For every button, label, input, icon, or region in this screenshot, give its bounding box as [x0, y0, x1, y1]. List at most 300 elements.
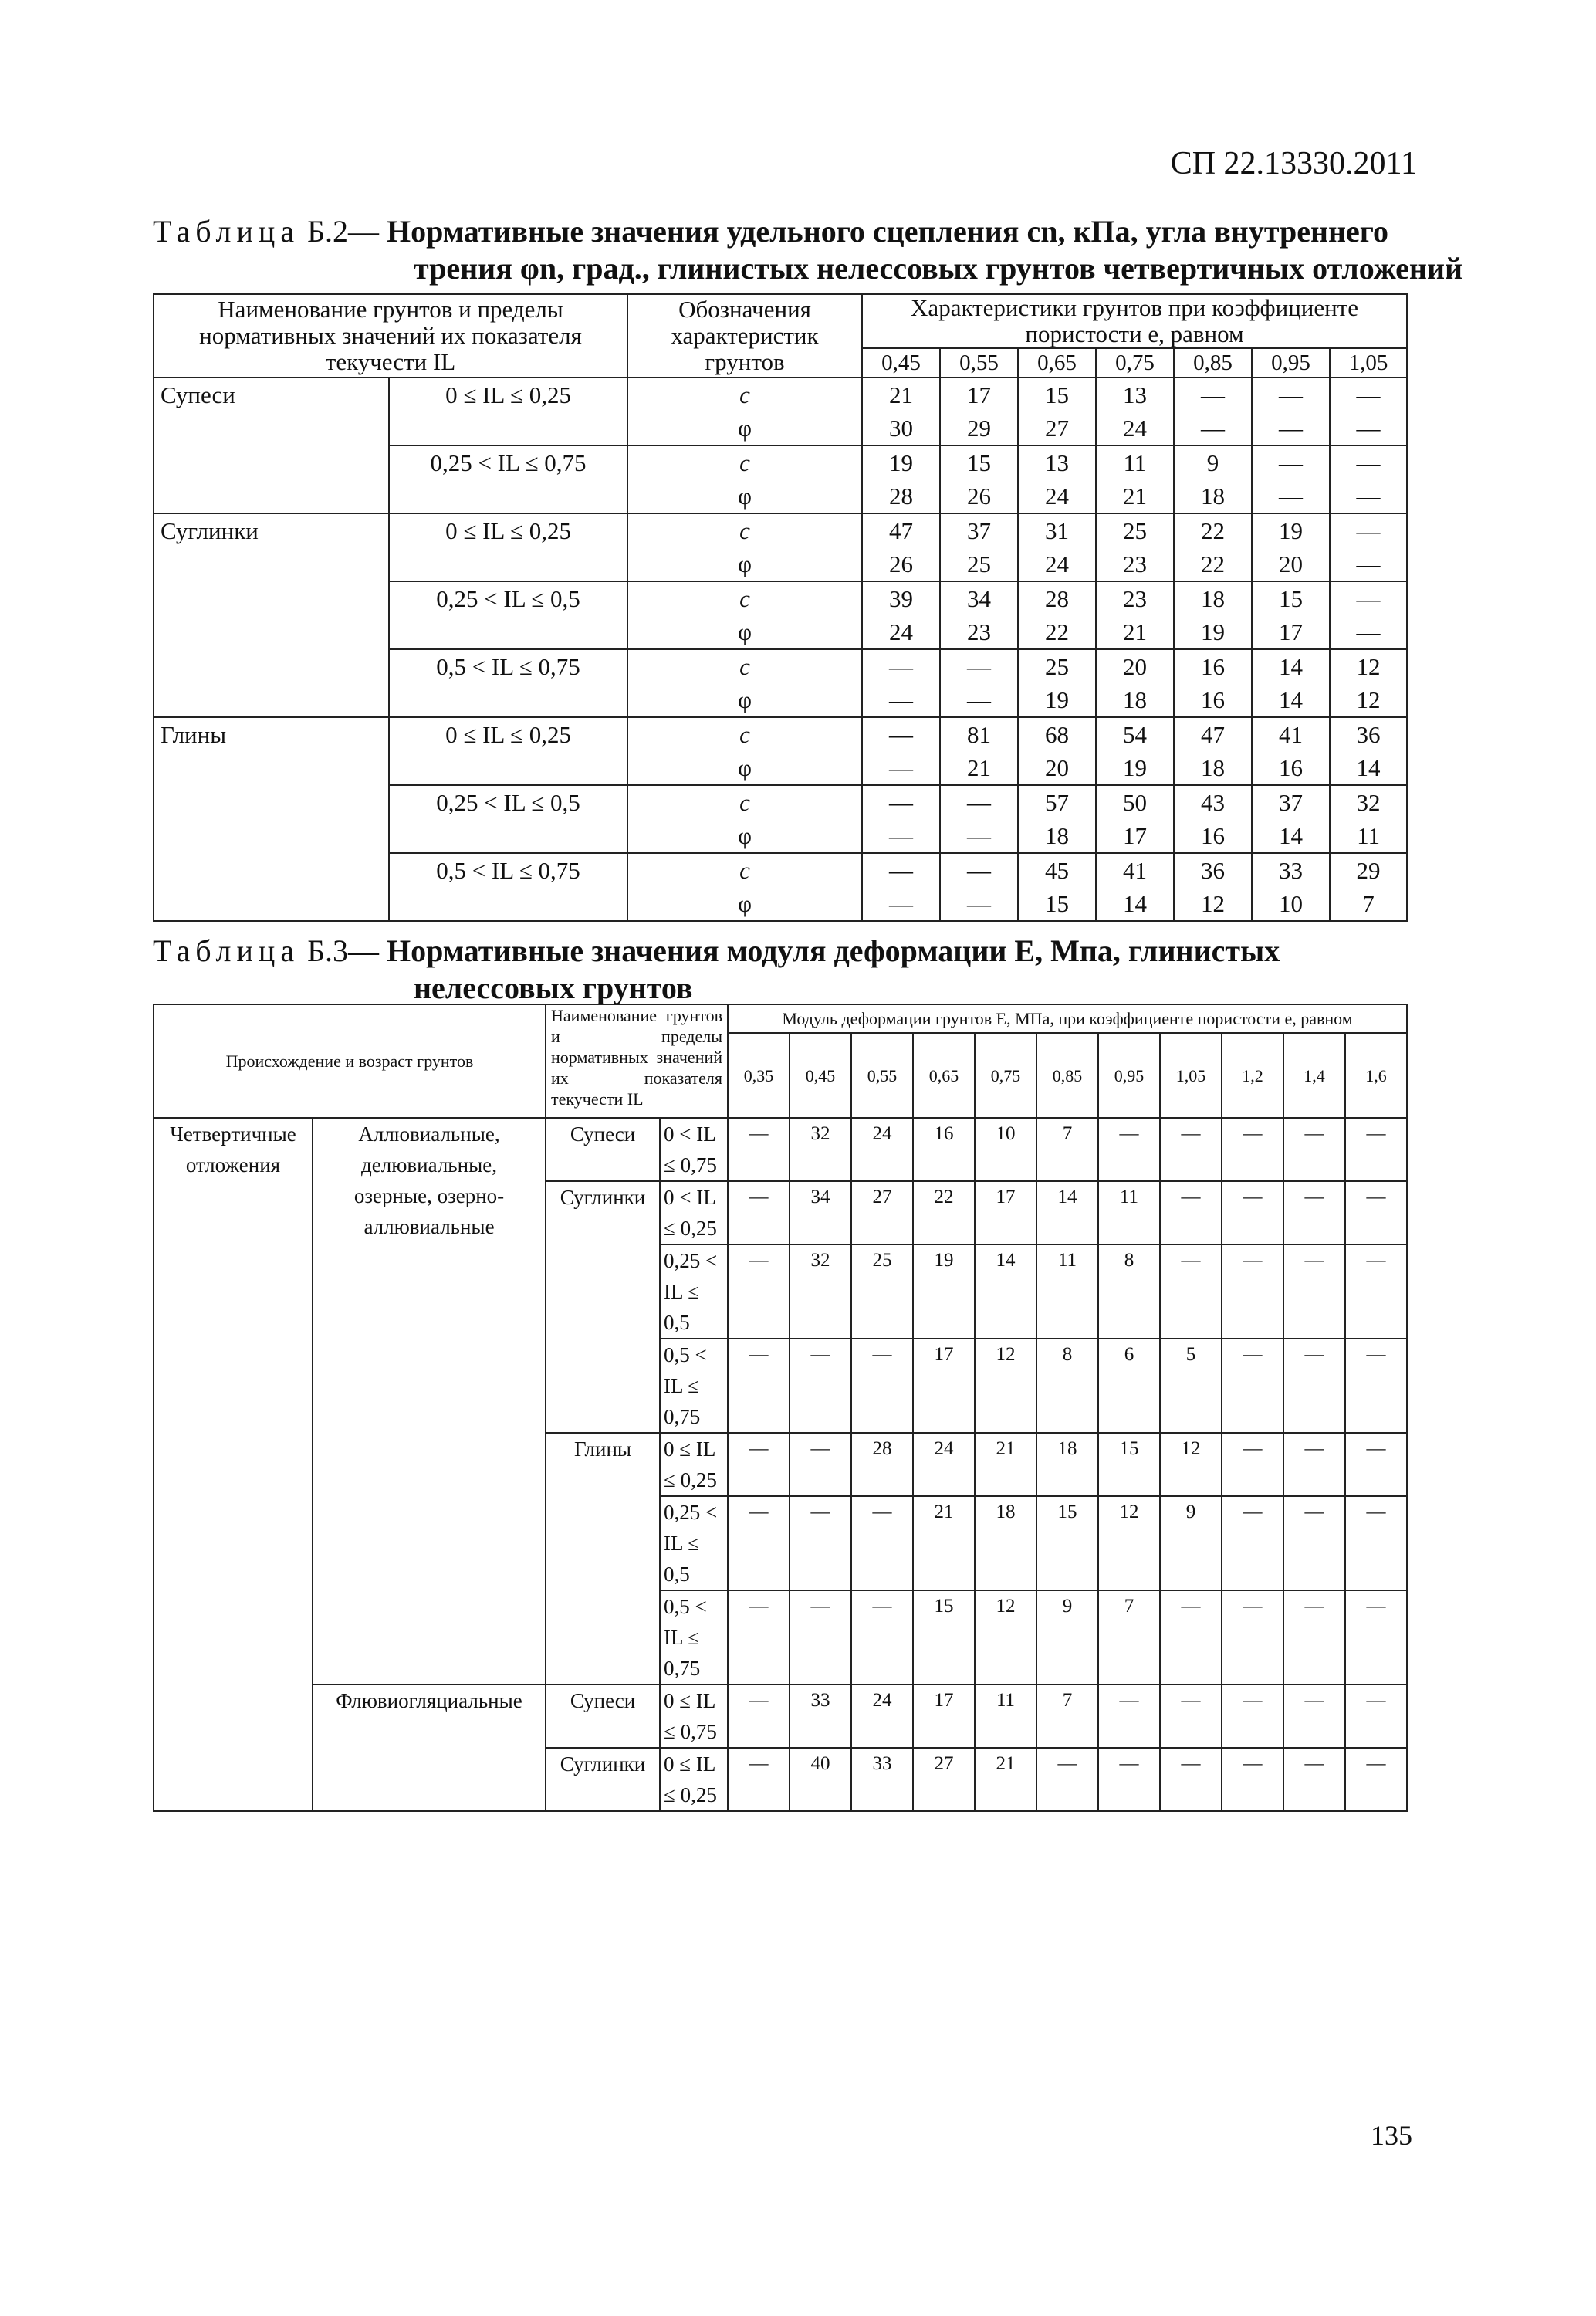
symbol-cell [627, 513, 862, 581]
soil-name: Супеси [154, 378, 389, 513]
value-cell: 10 [975, 1118, 1036, 1181]
value-cell: 19 [913, 1244, 975, 1339]
value-cell: 12 [1330, 649, 1407, 683]
symbol-cell [627, 649, 862, 717]
symbol-c: c [739, 449, 750, 476]
value-cell: — [728, 1339, 790, 1433]
value-cell: 15 [1018, 887, 1096, 921]
value-cell: — [1283, 1496, 1345, 1590]
value-cell: — [1174, 411, 1252, 445]
symbol-phi: φ [738, 822, 752, 849]
value-cell: 18 [1096, 683, 1174, 717]
value-cell: — [862, 887, 940, 921]
liquidity-range: 0,5 < IL ≤ 0,75 [660, 1339, 728, 1433]
porosity-header: 1,6 [1345, 1033, 1407, 1118]
value-cell: 24 [1018, 479, 1096, 513]
symbol-cell [627, 378, 862, 445]
porosity-header: 0,45 [862, 348, 940, 378]
value-cell: 19 [1018, 683, 1096, 717]
porosity-header: 1,05 [1160, 1033, 1222, 1118]
value-cell: 33 [851, 1748, 913, 1811]
value-cell: 31 [1018, 513, 1096, 547]
value-cell: — [1252, 445, 1330, 479]
porosity-header: 0,85 [1174, 348, 1252, 378]
value-cell: 8 [1036, 1339, 1098, 1433]
table-row [154, 513, 1407, 547]
value-cell: 39 [862, 581, 940, 615]
table-label: Таблица [153, 933, 300, 968]
liquidity-range: 0 ≤ IL ≤ 0,75 [660, 1685, 728, 1748]
value-cell: — [728, 1590, 790, 1685]
value-cell: 20 [1018, 751, 1096, 785]
value-cell: 36 [1174, 853, 1252, 887]
value-cell: 29 [1330, 853, 1407, 887]
table-title-line1: — Нормативные значения модуля деформации E, Мпа, глинистых [348, 933, 1280, 968]
col-header-soil: Наименование грунтов и пределы нормативных значений их показателя текучести IL [154, 294, 627, 378]
value-cell: — [1252, 378, 1330, 411]
value-cell: — [1098, 1748, 1160, 1811]
table-header-row [154, 294, 1407, 348]
value-cell: 22 [1174, 513, 1252, 547]
table-b2-caption [153, 213, 1462, 287]
value-cell: — [1283, 1590, 1345, 1685]
value-cell: — [1222, 1339, 1283, 1433]
value-cell: 19 [1252, 513, 1330, 547]
origin-cell: Флювиогляциальные [313, 1685, 546, 1811]
symbol-phi: φ [738, 890, 752, 917]
value-cell: 21 [975, 1748, 1036, 1811]
value-cell: 33 [790, 1685, 851, 1748]
value-cell: — [728, 1685, 790, 1748]
value-cell: — [1345, 1339, 1407, 1433]
value-cell: 9 [1174, 445, 1252, 479]
value-cell: — [1098, 1685, 1160, 1748]
value-cell: — [851, 1496, 913, 1590]
value-cell: 45 [1018, 853, 1096, 887]
liquidity-range: 0 ≤ IL ≤ 0,25 [389, 717, 627, 785]
value-cell: 41 [1096, 853, 1174, 887]
age-cell: Четвертичные отложения [154, 1118, 313, 1811]
liquidity-range: 0,25 < IL ≤ 0,5 [660, 1496, 728, 1590]
value-cell: 14 [1252, 819, 1330, 853]
value-cell: — [1345, 1118, 1407, 1181]
soil-name: Суглинки [546, 1748, 660, 1811]
table-header-row [154, 1004, 1407, 1033]
value-cell: — [940, 785, 1018, 819]
value-cell: 14 [1036, 1181, 1098, 1244]
symbol-c: c [739, 857, 750, 884]
value-cell: 21 [862, 378, 940, 411]
value-cell: 21 [1096, 479, 1174, 513]
value-cell: — [862, 853, 940, 887]
value-cell: 14 [1096, 887, 1174, 921]
value-cell: 11 [1098, 1181, 1160, 1244]
origin-cell: Аллювиальные, делювиальные, озерные, озерно-аллювиальные [313, 1118, 546, 1685]
value-cell: 15 [1018, 378, 1096, 411]
value-cell: 18 [1174, 479, 1252, 513]
value-cell: 25 [1018, 649, 1096, 683]
value-cell: 26 [862, 547, 940, 581]
liquidity-range: 0 ≤ IL ≤ 0,25 [660, 1433, 728, 1496]
value-cell: 32 [1330, 785, 1407, 819]
col-header-symbol: Обозначения характеристик грунтов [627, 294, 862, 378]
soil-name: Глины [546, 1433, 660, 1685]
value-cell: — [1330, 615, 1407, 649]
symbol-c: c [739, 381, 750, 408]
table-number: Б.2 [307, 214, 349, 249]
value-cell: 24 [1018, 547, 1096, 581]
value-cell: 32 [790, 1244, 851, 1339]
table-title-line1: — Нормативные значения удельного сцепления cn, кПа, угла внутреннего [348, 214, 1388, 249]
value-cell: — [862, 819, 940, 853]
value-cell: 14 [1252, 649, 1330, 683]
value-cell: 19 [862, 445, 940, 479]
liquidity-range: 0,25 < IL ≤ 0,5 [660, 1244, 728, 1339]
porosity-header: 0,75 [1096, 348, 1174, 378]
value-cell: 12 [1174, 887, 1252, 921]
value-cell: 14 [975, 1244, 1036, 1339]
value-cell: — [1345, 1748, 1407, 1811]
value-cell: 21 [975, 1433, 1036, 1496]
symbol-phi: φ [738, 482, 752, 510]
liquidity-range: 0,5 < IL ≤ 0,75 [389, 853, 627, 921]
value-cell: 57 [1018, 785, 1096, 819]
value-cell: 15 [1036, 1496, 1098, 1590]
value-cell: 41 [1252, 717, 1330, 751]
symbol-cell [627, 717, 862, 785]
value-cell: — [1252, 411, 1330, 445]
value-cell: 11 [1096, 445, 1174, 479]
soil-name: Суглинки [154, 513, 389, 717]
value-cell: 37 [940, 513, 1018, 547]
symbol-cell [627, 785, 862, 853]
value-cell: 47 [1174, 717, 1252, 751]
value-cell: 15 [940, 445, 1018, 479]
symbol-cell [627, 853, 862, 921]
value-cell: 50 [1096, 785, 1174, 819]
liquidity-range: 0,5 < IL ≤ 0,75 [660, 1590, 728, 1685]
value-cell: 16 [1252, 751, 1330, 785]
value-cell: — [1283, 1748, 1345, 1811]
porosity-header: 0,85 [1036, 1033, 1098, 1118]
value-cell: 24 [1096, 411, 1174, 445]
value-cell: 10 [1252, 887, 1330, 921]
value-cell: 21 [913, 1496, 975, 1590]
value-cell: — [790, 1433, 851, 1496]
value-cell: — [1222, 1496, 1283, 1590]
value-cell: 7 [1036, 1685, 1098, 1748]
porosity-header: 1,4 [1283, 1033, 1345, 1118]
value-cell: — [1330, 513, 1407, 547]
symbol-phi: φ [738, 686, 752, 713]
value-cell: 17 [975, 1181, 1036, 1244]
value-cell: — [940, 887, 1018, 921]
value-cell: — [1222, 1244, 1283, 1339]
value-cell: — [1330, 445, 1407, 479]
value-cell: 47 [862, 513, 940, 547]
liquidity-range: 0,25 < IL ≤ 0,5 [389, 581, 627, 649]
value-cell: — [862, 683, 940, 717]
value-cell: — [728, 1748, 790, 1811]
value-cell: 24 [862, 615, 940, 649]
value-cell: 28 [851, 1433, 913, 1496]
porosity-header: 1,2 [1222, 1033, 1283, 1118]
value-cell: — [862, 717, 940, 751]
value-cell: — [1283, 1339, 1345, 1433]
value-cell: 11 [1330, 819, 1407, 853]
value-cell: — [940, 649, 1018, 683]
symbol-cell [627, 581, 862, 649]
value-cell: — [1330, 378, 1407, 411]
col-header-modulus: Модуль деформации грунтов E, МПа, при коэффициенте пористости e, равном [728, 1004, 1407, 1033]
symbol-phi: φ [738, 754, 752, 781]
liquidity-range: 0 ≤ IL ≤ 0,25 [660, 1748, 728, 1811]
value-cell: 33 [1252, 853, 1330, 887]
value-cell: — [728, 1496, 790, 1590]
table-number: Б.3 [307, 933, 349, 968]
value-cell: 22 [1174, 547, 1252, 581]
value-cell: 17 [940, 378, 1018, 411]
value-cell: 16 [1174, 649, 1252, 683]
value-cell: 9 [1036, 1590, 1098, 1685]
value-cell: — [940, 819, 1018, 853]
value-cell: — [940, 853, 1018, 887]
value-cell: 24 [851, 1118, 913, 1181]
porosity-header: 0,55 [940, 348, 1018, 378]
value-cell: 7 [1330, 887, 1407, 921]
value-cell: — [728, 1244, 790, 1339]
porosity-header: 0,65 [1018, 348, 1096, 378]
value-cell: — [728, 1433, 790, 1496]
value-cell: — [728, 1118, 790, 1181]
document-code: СП 22.13330.2011 [1170, 146, 1417, 181]
value-cell: 18 [1174, 751, 1252, 785]
table-row [154, 1685, 1407, 1748]
value-cell: — [1345, 1590, 1407, 1685]
table-b3-caption [153, 933, 1280, 1007]
col-header-origin: Происхождение и возраст грунтов [154, 1004, 546, 1118]
value-cell: 34 [790, 1181, 851, 1244]
value-cell: 27 [851, 1181, 913, 1244]
value-cell: — [1345, 1244, 1407, 1339]
value-cell: 11 [1036, 1244, 1098, 1339]
value-cell: — [1330, 479, 1407, 513]
value-cell: — [1283, 1118, 1345, 1181]
value-cell: 21 [940, 751, 1018, 785]
value-cell: 25 [940, 547, 1018, 581]
value-cell: 23 [940, 615, 1018, 649]
value-cell: — [1345, 1433, 1407, 1496]
value-cell: — [1160, 1244, 1222, 1339]
value-cell: 20 [1096, 649, 1174, 683]
value-cell: — [851, 1339, 913, 1433]
value-cell: — [1036, 1748, 1098, 1811]
value-cell: 23 [1096, 581, 1174, 615]
value-cell: 20 [1252, 547, 1330, 581]
value-cell: — [862, 751, 940, 785]
symbol-phi: φ [738, 415, 752, 442]
liquidity-range: 0,25 < IL ≤ 0,75 [389, 445, 627, 513]
value-cell: — [1252, 479, 1330, 513]
value-cell: 8 [1098, 1244, 1160, 1339]
value-cell: 24 [851, 1685, 913, 1748]
page-number: 135 [1371, 2120, 1412, 2151]
value-cell: 29 [940, 411, 1018, 445]
value-cell: 24 [913, 1433, 975, 1496]
value-cell: — [1283, 1685, 1345, 1748]
value-cell: 17 [1096, 819, 1174, 853]
value-cell: 12 [1330, 683, 1407, 717]
value-cell: 16 [1174, 819, 1252, 853]
value-cell: — [790, 1496, 851, 1590]
value-cell: 32 [790, 1118, 851, 1181]
value-cell: 25 [1096, 513, 1174, 547]
value-cell: — [1222, 1433, 1283, 1496]
soil-name: Супеси [546, 1685, 660, 1748]
porosity-header: 0,65 [913, 1033, 975, 1118]
value-cell: — [1283, 1433, 1345, 1496]
value-cell: 9 [1160, 1496, 1222, 1590]
value-cell: 43 [1174, 785, 1252, 819]
value-cell: — [940, 683, 1018, 717]
value-cell: 12 [975, 1339, 1036, 1433]
value-cell: — [1160, 1118, 1222, 1181]
value-cell: 25 [851, 1244, 913, 1339]
value-cell: — [1330, 581, 1407, 615]
value-cell: — [1222, 1685, 1283, 1748]
value-cell: — [790, 1590, 851, 1685]
value-cell: — [790, 1339, 851, 1433]
value-cell: 17 [1252, 615, 1330, 649]
value-cell: 34 [940, 581, 1018, 615]
symbol-phi: φ [738, 618, 752, 645]
value-cell: 18 [1174, 581, 1252, 615]
table-title-line2: нелессовых грунтов [414, 970, 693, 1005]
value-cell: 17 [913, 1339, 975, 1433]
symbol-c: c [739, 789, 750, 816]
table-b2 [153, 293, 1408, 922]
value-cell: 21 [1096, 615, 1174, 649]
value-cell: — [1283, 1181, 1345, 1244]
value-cell: — [728, 1181, 790, 1244]
soil-name: Глины [154, 717, 389, 921]
value-cell: 19 [1174, 615, 1252, 649]
value-cell: — [1160, 1181, 1222, 1244]
value-cell: — [862, 785, 940, 819]
liquidity-range: 0 ≤ IL ≤ 0,25 [389, 513, 627, 581]
value-cell: 68 [1018, 717, 1096, 751]
col-header-characteristics: Характеристики грунтов при коэффициенте пористости e, равном [862, 294, 1407, 348]
value-cell: — [1174, 378, 1252, 411]
liquidity-range: 0,5 < IL ≤ 0,75 [389, 649, 627, 717]
porosity-header: 0,95 [1252, 348, 1330, 378]
value-cell: 15 [1098, 1433, 1160, 1496]
value-cell: — [1345, 1685, 1407, 1748]
value-cell: 15 [1252, 581, 1330, 615]
value-cell: 7 [1098, 1590, 1160, 1685]
value-cell: 13 [1018, 445, 1096, 479]
soil-name: Супеси [546, 1118, 660, 1181]
value-cell: 40 [790, 1748, 851, 1811]
value-cell: 28 [862, 479, 940, 513]
table-row [154, 717, 1407, 751]
value-cell: — [1222, 1181, 1283, 1244]
value-cell: — [851, 1590, 913, 1685]
value-cell: 15 [913, 1590, 975, 1685]
table-row [154, 1118, 1407, 1181]
symbol-cell [627, 445, 862, 513]
value-cell: 12 [1098, 1496, 1160, 1590]
value-cell: 6 [1098, 1339, 1160, 1433]
value-cell: — [1330, 411, 1407, 445]
value-cell: 37 [1252, 785, 1330, 819]
value-cell: 30 [862, 411, 940, 445]
value-cell: 54 [1096, 717, 1174, 751]
liquidity-range: 0 < IL ≤ 0,25 [660, 1181, 728, 1244]
liquidity-range: 0 ≤ IL ≤ 0,25 [389, 378, 627, 445]
value-cell: — [1330, 547, 1407, 581]
value-cell: 16 [913, 1118, 975, 1181]
value-cell: 18 [975, 1496, 1036, 1590]
value-cell: 22 [1018, 615, 1096, 649]
table-b3 [153, 1004, 1408, 1812]
value-cell: 5 [1160, 1339, 1222, 1433]
soil-name: Суглинки [546, 1181, 660, 1433]
value-cell: — [1160, 1590, 1222, 1685]
value-cell: — [1345, 1181, 1407, 1244]
porosity-header: 1,05 [1330, 348, 1407, 378]
value-cell: — [1345, 1496, 1407, 1590]
liquidity-range: 0 < IL ≤ 0,75 [660, 1118, 728, 1181]
value-cell: 22 [913, 1181, 975, 1244]
value-cell: — [1222, 1118, 1283, 1181]
table-label: Таблица [153, 214, 300, 249]
symbol-c: c [739, 653, 750, 680]
table-row [154, 378, 1407, 411]
porosity-header: 0,55 [851, 1033, 913, 1118]
value-cell: 36 [1330, 717, 1407, 751]
value-cell: 17 [913, 1685, 975, 1748]
value-cell: 26 [940, 479, 1018, 513]
porosity-header: 0,75 [975, 1033, 1036, 1118]
symbol-c: c [739, 517, 750, 544]
value-cell: 12 [1160, 1433, 1222, 1496]
value-cell: — [1222, 1748, 1283, 1811]
value-cell: 13 [1096, 378, 1174, 411]
value-cell: — [862, 649, 940, 683]
porosity-header: 0,35 [728, 1033, 790, 1118]
symbol-c: c [739, 721, 750, 748]
value-cell: 7 [1036, 1118, 1098, 1181]
value-cell: 81 [940, 717, 1018, 751]
value-cell: — [1160, 1748, 1222, 1811]
value-cell: — [1098, 1118, 1160, 1181]
value-cell: 27 [913, 1748, 975, 1811]
porosity-header: 0,45 [790, 1033, 851, 1118]
value-cell: 14 [1252, 683, 1330, 717]
value-cell: 27 [1018, 411, 1096, 445]
value-cell: — [1283, 1244, 1345, 1339]
value-cell: — [1160, 1685, 1222, 1748]
value-cell: 12 [975, 1590, 1036, 1685]
value-cell: 16 [1174, 683, 1252, 717]
value-cell: 18 [1036, 1433, 1098, 1496]
value-cell: 14 [1330, 751, 1407, 785]
value-cell: 18 [1018, 819, 1096, 853]
symbol-c: c [739, 585, 750, 612]
value-cell: 28 [1018, 581, 1096, 615]
value-cell: — [1222, 1590, 1283, 1685]
